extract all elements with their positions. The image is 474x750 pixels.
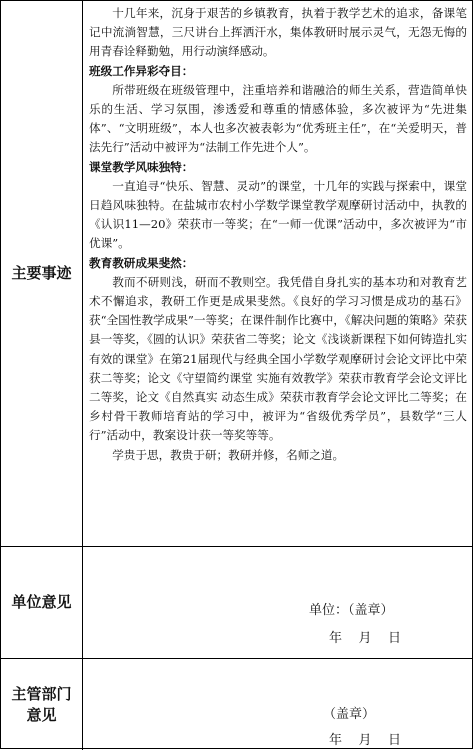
section-heading-research: 教育教研成果斐然： [89, 255, 194, 270]
dept-opinion-label [1, 659, 83, 750]
dept-seal-line: （盖章） [323, 707, 376, 722]
main-deeds-row [1, 1, 473, 547]
main-deeds-label: 主要事迹 [1, 1, 83, 546]
section-heading-class-work: 班级工作异彩夺目： [89, 63, 194, 78]
unit-seal-line: 单位：（盖章） [309, 603, 394, 618]
dept-opinion-row [1, 659, 473, 750]
section-text-classroom-teaching: 一直追寻“快乐、智慧、灵动”的课堂，十几年的实践与探索中，课堂日趋风味独特。在盐城市农村小学数学课堂教学观摩研讨活动中，执教的《认识11—20》荣获市一等奖；在“一师一优课”活动中，多次被评为“市优课”。 [89, 178, 467, 251]
section-text-research: 教而不研则浅，研而不教则空。我凭借自身扎实的基本功和对教育艺术不懈追求，教研工作更是成果斐然。《良好的学习习惯是成功的基石》获“全国性教学成果”一等奖；在课件制作比赛中，《解决问题的策略》荣获县一等奖，《圆的认识》荣获省二等奖；论文《浅谈新课程下如何铸造扎实有效的课堂》在第21届现代与经典全国小学数学观摩研讨会论文评比中荣获二等奖；论文《守望简约课堂 实施有效教学》荣获市教育学会论文评比二等奖，论文《自然真实 动态生成》荣获市教育学会论文评比二等奖；在乡村骨干教师培育站的学习中，被评为“省级优秀学员”，县数学“三人行”活动中，教案设计获一等奖等等。 [89, 274, 467, 443]
intro-paragraph: 十几年来，沉身于艰苦的乡镇教育，执着于教学艺术的追求，备课笔记中流淌智慧，三尺讲台上挥洒汗水，集体教研时展示灵气，无怨无悔的用青春诠释勤勉，用行动演绎感动。 [89, 6, 467, 59]
section-text-class-work: 所带班级在班级管理中，注重培养和谐融洽的师生关系，营造简单快乐的生活、学习氛围，渗透爱和尊重的情感体验，多次被评为“先进集体”、“文明班级”，本人也多次被表彰为“优秀班主任”，在“关爱明天，普法先行”活动中被评为“法制工作先进个人”。 [89, 82, 467, 155]
main-deeds-content [83, 1, 473, 546]
unit-opinion-content [83, 547, 473, 658]
unit-date-line: 年 月 日 [329, 631, 402, 646]
closing-paragraph: 学贵于思，教贵于研；教研并修，名师之道。 [112, 447, 345, 462]
dept-label-line1: 主管部门 [11, 684, 72, 703]
dept-label-line2: 意见 [26, 705, 57, 724]
unit-opinion-label: 单位意见 [1, 547, 83, 658]
unit-opinion-row [1, 547, 473, 659]
section-heading-classroom-teaching: 课堂教学风味独特： [89, 159, 194, 174]
dept-opinion-content [83, 659, 473, 750]
dept-date-line: 年 月 日 [329, 733, 402, 748]
